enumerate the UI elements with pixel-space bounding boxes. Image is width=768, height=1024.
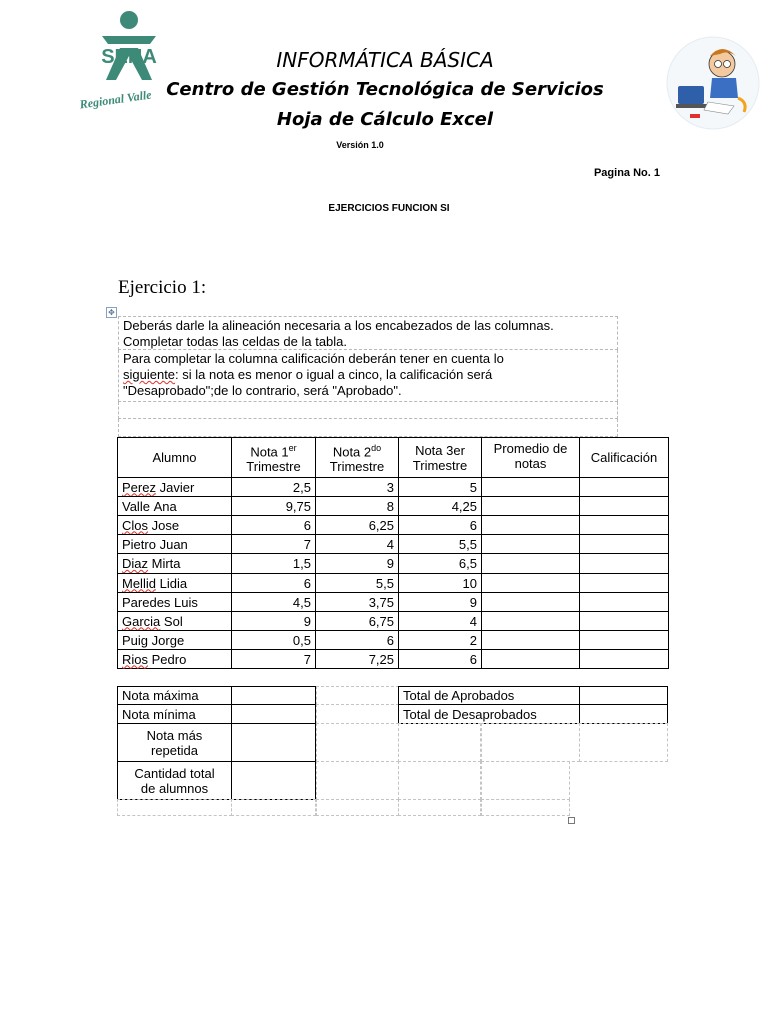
student-surname: Rios [122,651,149,667]
calificacion-cell[interactable] [579,649,669,669]
nota1-cell[interactable]: 1,5 [231,553,316,574]
nota1-cell[interactable]: 0,5 [231,630,316,650]
promedio-cell[interactable] [481,573,580,593]
promedio-cell[interactable] [481,630,580,650]
instruction-line: "Desaprobado";de lo contrario, será "Aprobado". [123,383,402,398]
table-move-handle-icon[interactable]: ✥ [106,307,117,318]
instructions-cell-2 [118,350,618,402]
header-text: Trimestre [412,457,468,473]
student-firstname: Jorge [151,632,185,648]
summary-spacer [398,723,481,762]
calificacion-cell[interactable] [579,515,669,535]
header-calificacion: Calificación [579,437,669,478]
student-name [117,592,232,612]
header-text: Trimestre [329,459,385,475]
nota1-cell[interactable]: 7 [231,534,316,554]
student-firstname: Ana [153,498,177,514]
cantidad-alumnos-value[interactable] [231,761,316,800]
calificacion-cell[interactable] [579,553,669,574]
summary-spacer [316,686,399,705]
promedio-cell[interactable] [481,496,580,516]
nota2-cell[interactable]: 4 [315,534,399,554]
nota-minima-label: Nota mínima [117,704,232,724]
student-surname: Diaz [122,556,149,571]
student-name [117,496,232,516]
logo-text: SENA [101,46,157,68]
calificacion-cell[interactable] [579,611,669,631]
header-superscript: do [371,442,382,453]
header-text: Nota 2 [332,444,372,460]
nota2-cell[interactable]: 6,75 [315,611,399,631]
nota1-cell[interactable]: 7 [231,649,316,669]
instruction-line: Deberás darle la alineación necesaria a los encabezados de las columnas. [123,318,554,333]
header-text: Promedio de [493,441,568,456]
header-alumno: Alumno [117,437,232,478]
calificacion-cell[interactable] [579,477,669,497]
cantidad-alumnos-label [117,761,232,800]
promedio-cell[interactable] [481,611,580,631]
header-text: Nota 1 [250,444,289,460]
summary-spacer [579,723,668,762]
label-line: Nota más [146,727,203,743]
instructions-cell-4 [118,419,618,437]
summary-spacer [481,723,580,762]
student-name [117,573,232,593]
instructions-cell-3 [118,402,618,419]
calificacion-cell[interactable] [579,534,669,554]
promedio-cell[interactable] [481,592,580,612]
version-label: Versión 1.0 [336,140,384,150]
summary-spacer [481,761,570,800]
nota2-cell[interactable]: 3,75 [315,592,399,612]
student-firstname: Lidia [159,575,188,591]
exercise-title: Ejercicio 1: [118,277,207,298]
nota1-cell[interactable]: 2,5 [231,477,316,497]
student-firstname: Pedro [151,651,187,667]
total-desaprobados-label: Total de Desaprobados [398,704,580,724]
instruction-line: Completar todas las celdas de la tabla. [123,334,348,349]
nota1-cell[interactable]: 9 [231,611,316,631]
promedio-cell[interactable] [481,534,580,554]
document-subject: Hoja de Cálculo Excel [276,109,494,130]
label-line: Cantidad total [134,765,215,781]
label-line: de alumnos [140,780,209,796]
nota3-cell[interactable]: 6 [398,649,482,669]
nota1-cell[interactable]: 9,75 [231,496,316,516]
student-name [117,611,232,631]
student-firstname: Jose [151,517,180,533]
nota3-cell[interactable]: 5 [398,477,482,497]
student-surname: Perez [122,479,156,495]
instruction-line: Para completar la columna calificación deberán tener en cuenta lo [123,351,504,366]
promedio-cell[interactable] [481,515,580,535]
nota1-cell[interactable]: 6 [231,515,316,535]
nota-maxima-label: Nota máxima [117,686,232,705]
nota2-cell[interactable]: 6 [315,630,399,650]
nota3-cell[interactable]: 10 [398,573,482,593]
student-name [117,630,232,650]
instruction-line: : si la nota es menor o igual a cinco, la calificación será [175,367,493,382]
section-title: EJERCICIOS FUNCION SI [328,203,450,214]
label-line: repetida [151,742,198,758]
nota-repetida-value[interactable] [231,723,316,762]
nota-minima-value[interactable] [231,704,316,724]
logo-region: Regional Valle [78,87,153,112]
instructions-cell-1 [118,316,618,350]
calificacion-cell[interactable] [579,630,669,650]
page-number: Pagina No. 1 [593,167,660,179]
summary-spacer [117,799,232,816]
summary-spacer [398,761,481,800]
student-name [117,534,232,554]
summary-spacer [231,799,316,816]
table-resize-handle[interactable] [568,817,575,824]
nota1-cell[interactable]: 4,5 [231,592,316,612]
calificacion-cell[interactable] [579,496,669,516]
header-nota2 [315,437,399,478]
total-aprobados-value[interactable] [579,686,668,705]
student-firstname: Juan [159,536,188,552]
nota3-cell[interactable]: 9 [398,592,482,612]
document-title: INFORMÁTICA BÁSICA [276,48,494,72]
header-text: Nota 3er [415,442,465,458]
nota1-cell[interactable]: 6 [231,573,316,593]
student-surname: Puig [122,632,149,648]
summary-spacer [316,723,399,762]
student-firstname: Mirta [151,556,181,571]
student-name [117,515,232,535]
instruction-word: siguiente [123,367,176,382]
nota2-cell[interactable]: 9 [315,553,399,574]
summary-spacer [481,799,570,816]
nota3-cell[interactable]: 4 [398,611,482,631]
student-surname: Pietro [122,536,156,552]
student-name [117,477,232,497]
summary-spacer [316,761,399,800]
student-firstname: Sol [163,613,183,629]
header-nota3 [398,437,482,478]
student-surname: Mellid [122,575,156,591]
header-promedio [481,437,580,478]
nota2-cell[interactable]: 7,25 [315,649,399,669]
promedio-cell[interactable] [481,477,580,497]
student-surname: Valle [122,498,150,514]
student-name [117,553,232,574]
nota2-cell[interactable]: 3 [315,477,399,497]
document-subtitle: Centro de Gestión Tecnológica de Servicios [166,79,604,100]
nota-maxima-value[interactable] [231,686,316,705]
cartoon-student-icon [664,36,762,130]
promedio-cell[interactable] [481,649,580,669]
nota-repetida-label [117,723,232,762]
student-surname: Clos [122,517,149,533]
nota3-cell[interactable]: 5,5 [398,534,482,554]
student-surname: Garcia [122,613,161,629]
student-name [117,649,232,669]
total-desaprobados-value[interactable] [579,704,668,724]
header-nota1 [231,437,316,478]
nota3-cell[interactable]: 4,25 [398,496,482,516]
calificacion-cell[interactable] [579,592,669,612]
student-surname: Paredes [122,594,171,610]
nota2-cell[interactable]: 8 [315,496,399,516]
student-firstname: Luis [174,594,198,610]
header-text: notas [514,456,547,471]
total-aprobados-label: Total de Aprobados [398,686,580,705]
nota3-cell[interactable]: 6 [398,515,482,535]
nota3-cell[interactable]: 2 [398,630,482,650]
summary-spacer [316,799,399,816]
calificacion-cell[interactable] [579,573,669,593]
nota3-cell[interactable]: 6,5 [398,553,482,574]
summary-spacer [316,704,399,724]
promedio-cell[interactable] [481,553,580,574]
nota2-cell[interactable]: 5,5 [315,573,399,593]
student-firstname: Javier [159,479,195,495]
nota2-cell[interactable]: 6,25 [315,515,399,535]
header-text: Trimestre [246,459,301,475]
header-superscript: er [288,442,297,453]
summary-spacer [398,799,481,816]
